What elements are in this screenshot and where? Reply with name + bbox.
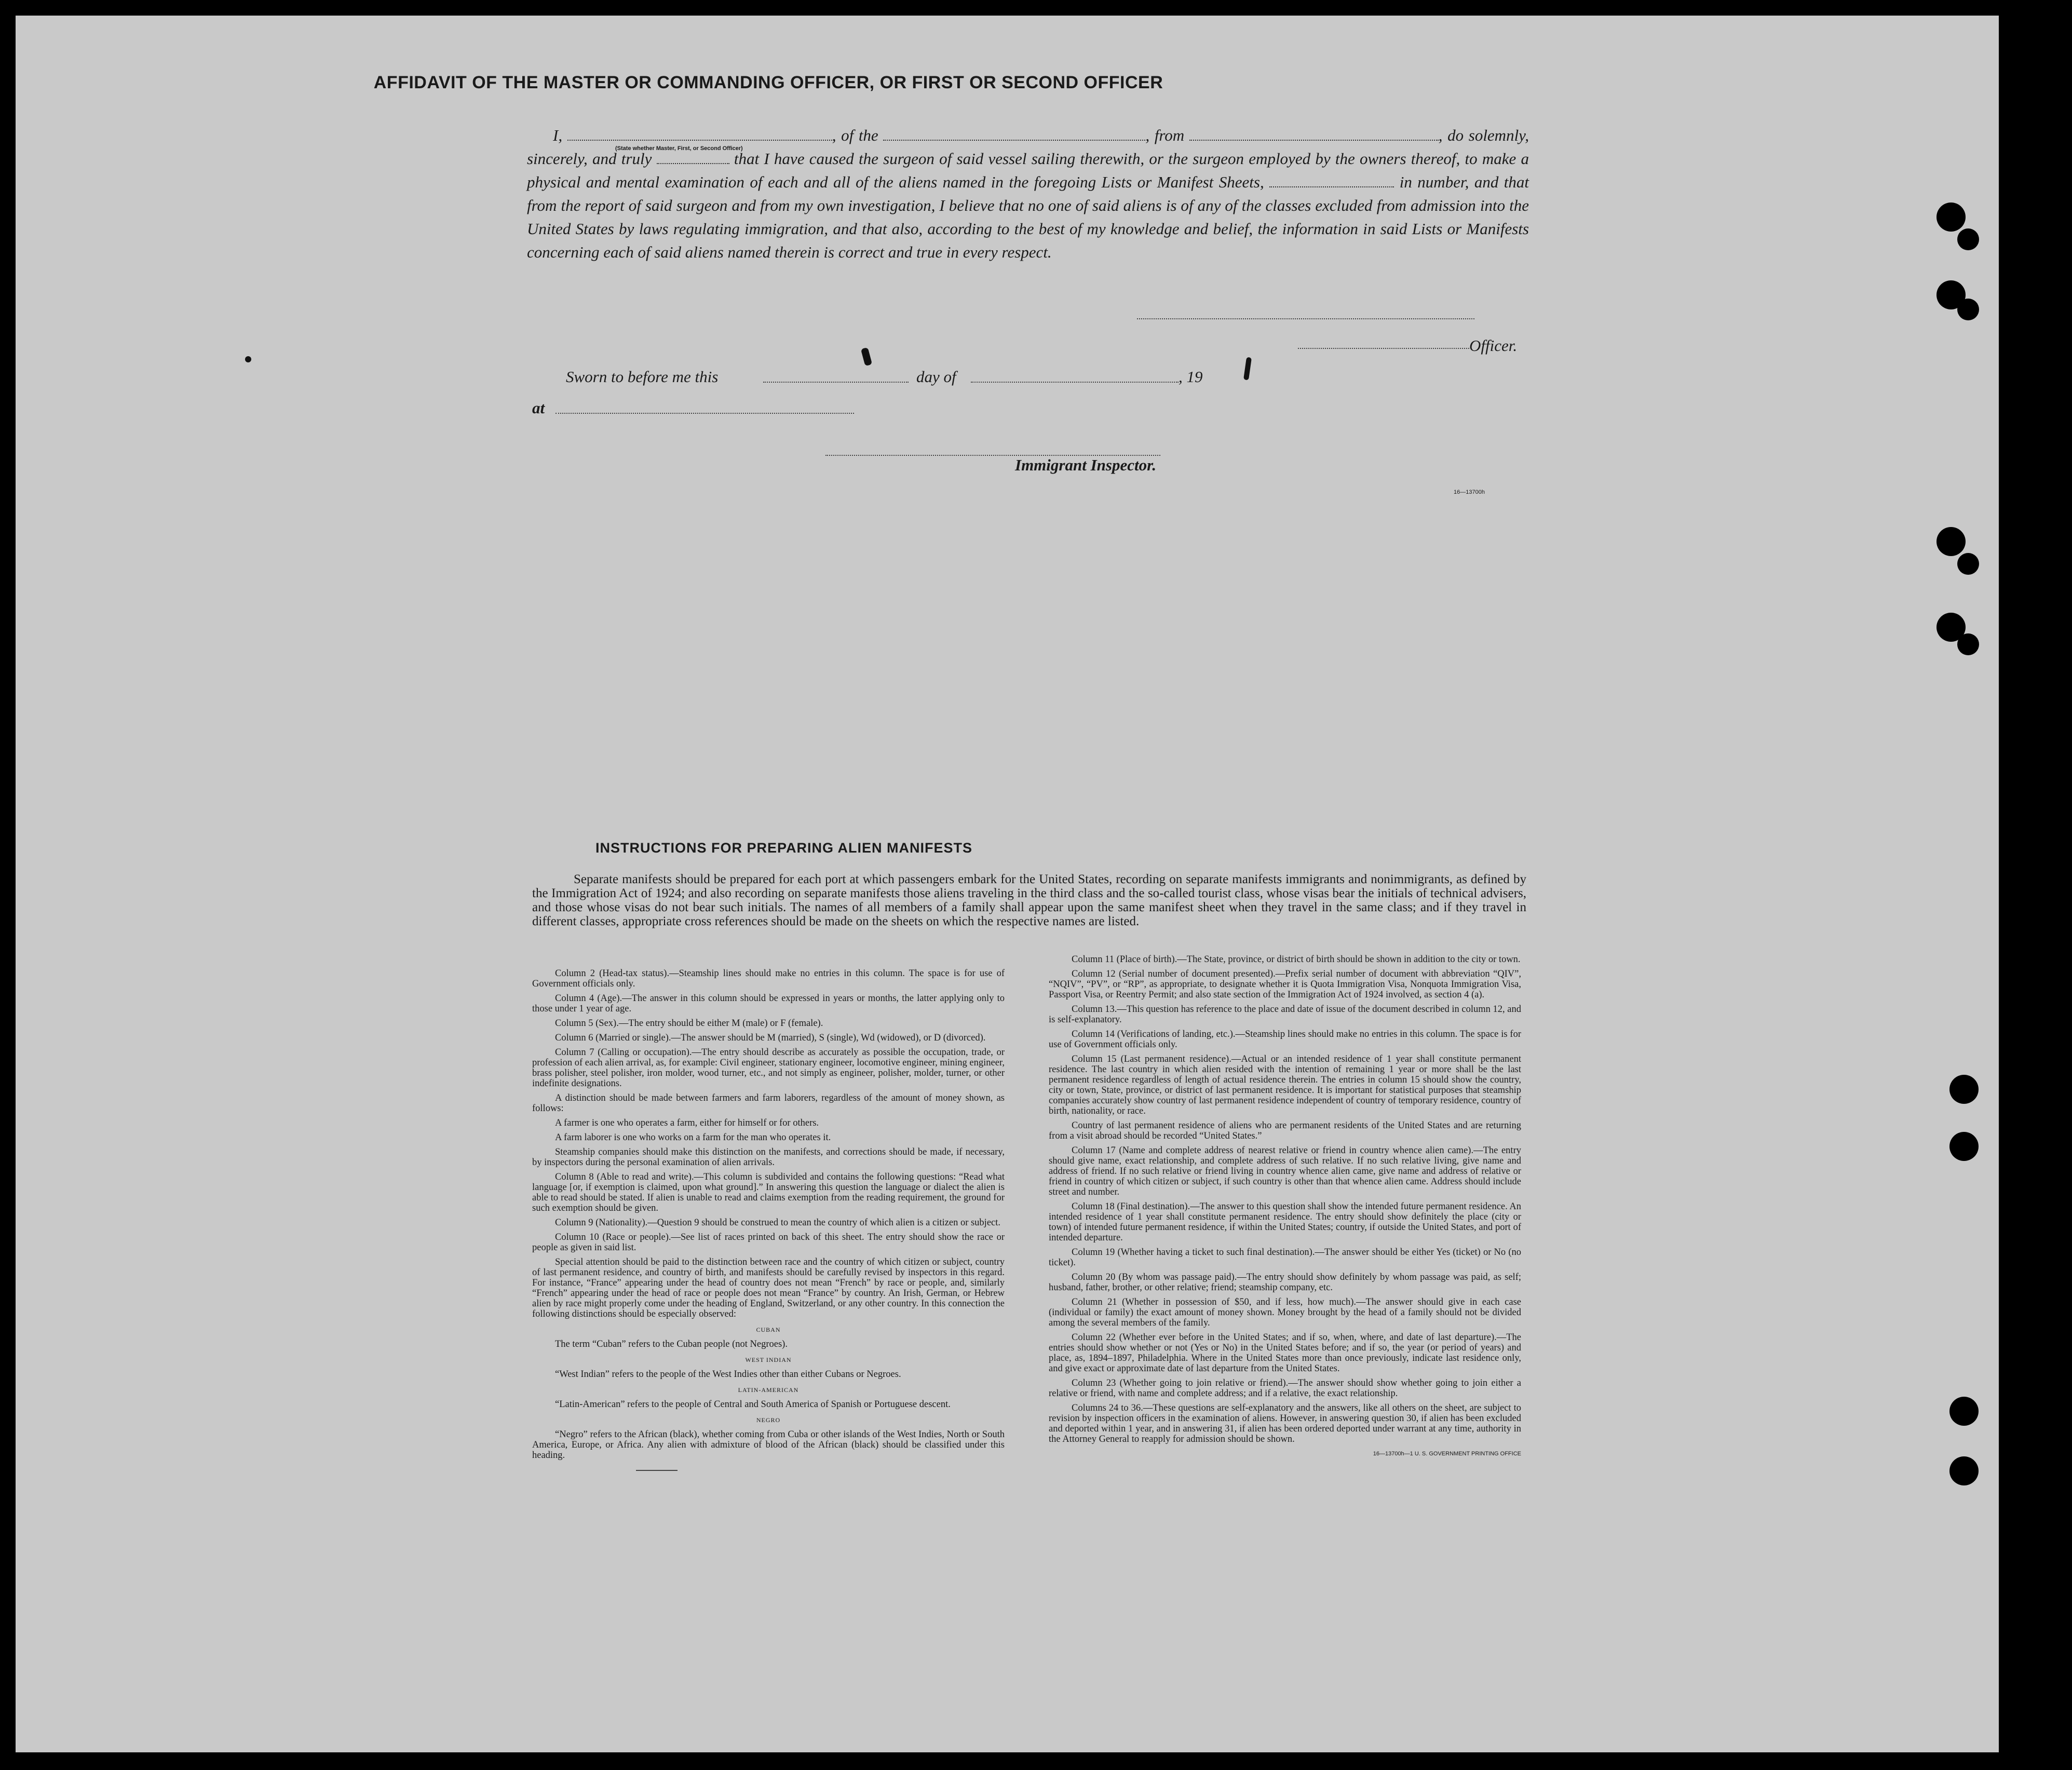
binding-hole [1957,633,1979,655]
west-indian-definition: “West Indian” refers to the people of the West Indies other than either Cubans or Negroes. [555,1369,901,1380]
instruction-paragraph: Column 7 (Calling or occupation).—The entry should describe as accurately as possible the occupation, trade, or profession of each alien arrival, as, for example: Civil engineer, stationary engineer, locomotive engineer, mining engineer, brass polisher, steel polisher, iron molder, wood turner, etc., and not simply as engineer, polisher, molder, turner, or other indefinite designations. [532,1047,1005,1089]
instruction-paragraph: A farm laborer is one who works on a farm for the man who operates it. [555,1132,831,1143]
at-label: at [532,399,545,417]
from-port-field[interactable] [1189,140,1439,141]
ink-dot [245,356,251,362]
instruction-paragraph: Column 4 (Age).—The answer in this column should be expressed in years or months, the latter applying only to those under 1 year of age. [532,993,1005,1014]
instruction-paragraph: Column 19 (Whether having a ticket to such final destination).—The answer should be either Yes (ticket) or No (no ticket). [1049,1247,1521,1268]
oath-field[interactable] [657,163,729,164]
instruction-paragraph: Column 11 (Place of birth).—The State, province, or district of birth should be shown in addition to the city or town. [1072,954,1521,965]
affidavit-i: I, [553,126,563,144]
heading-west-indian: WEST INDIAN [745,1356,792,1363]
heading-negro: NEGRO [756,1416,781,1424]
instructions-intro: Separate manifests should be prepared for each port at which passengers embark for the United States, recording on separate manifests immigrants and nonimmigrants, as defined by the Immigration Act of 1924; and also recording on separate manifests those aliens traveling in the third class and the so-called tourist class, whose visas bear the initials of technical advisers, and those whose visas do not bear such initials. The names of all members of a family shall appear upon the same manifest sheet when they travel in the same class; and if they travel in different classes, appropriate cross references should be made on the sheets on which the respective names are listed. [532,872,1526,928]
year-label: , 19 [1179,368,1203,386]
instruction-paragraph: Column 6 (Married or single).—The answer should be M (married), S (single), Wd (widowed), or D (divorced). [555,1033,986,1043]
inspector-label: Immigrant Inspector. [1015,456,1157,474]
instruction-paragraph: Column 14 (Verifications of landing, etc.).—Steamship lines should make no entries in this column. The space is for use of Government officials only. [1049,1029,1521,1050]
instruction-paragraph: Steamship companies should make this distinction on the manifests, and corrections should be made, if necessary, by inspectors during the personal examination of alien arrivals. [532,1147,1005,1168]
affidavit-rest: in number, and that from the report of said surgeon and from my own investigation, I believe that no one of said aliens is of any of the classes excluded from admission into the United States by laws regulating immigration, and that also, according to the best of my knowledge and belief, the information in said Lists or Manifests concerning each of said aliens named therein is correct and true in every respect. [527,173,1529,261]
officer-rank-field[interactable] [567,140,832,141]
cuban-definition: The term “Cuban” refers to the Cuban people (not Negroes). [555,1339,788,1349]
sworn-day-field[interactable] [763,382,909,383]
form-number: 16—13700h [1454,489,1485,495]
instruction-paragraph: Column 8 (Able to read and write).—This column is subdivided and contains the following questions: “Read what language [or, if exemption is claimed, upon what ground].” In answering this question the language or dialect the alien is able to read should be stated. If alien is unable to read and claims exemption from the reading requirement, the ground for such exemption should be given. [532,1172,1005,1213]
day-of-label: day of [916,368,956,386]
instruction-paragraph: Column 12 (Serial number of document presented).—Prefix serial number of document with abbreviation “QIV”, “NQIV”, “PV”, or “RP”, as appropriate, to designate whether it is Quota Immigration Visa, Nonquota Immigration Visa, Passport Visa, or Reentry Permit; and also state section of the Immigration Act of 1924 involved, as section 4 (a). [1049,969,1521,1000]
binding-hole [1949,1397,1979,1426]
sworn-month-field[interactable] [971,382,1179,383]
printing-office-footer: 16—13700h—1 U. S. GOVERNMENT PRINTING OFFICE [1373,1451,1521,1457]
binding-hole [1957,228,1979,250]
instruction-paragraph: A farmer is one who operates a farm, either for himself or for others. [555,1118,819,1128]
binding-hole [1936,202,1966,232]
binding-hole [1949,1075,1979,1104]
ink-mark [1243,357,1252,381]
affidavit-do: , do [1438,126,1464,144]
heading-cuban: CUBAN [756,1326,781,1333]
instruction-paragraph: Column 15 (Last permanent residence).—Actual or an intended residence of 1 year shall constitute permanent residence. The last country in which alien resided with the intention of remaining 1 year or more shall be the last permanent residence regardless of length of actual residence therein. The entries in column 15 should show the country, city or town, State, province, or district of last permanent residence. It is important for statistical purposes that steamship companies accurately show country of last permanent residence independent of country of temporary residence, country of birth, nationality, or race. [1049,1054,1521,1116]
instruction-paragraph: A distinction should be made between farmers and farm laborers, regardless of the amount of money shown, as follows: [532,1093,1005,1114]
binding-hole [1957,299,1979,320]
instruction-paragraph: Column 17 (Name and complete address of nearest relative or friend in country whence alien came).—The entry should give name, exact relationship, and complete address of such relative. If no such relative living, give name and address of friend. If no such relative or friend living in country whence alien came, give name and address of relative or friend in country of which citizen or subject, if such country is other than that whence alien came. Address should include street and number. [1049,1145,1521,1197]
negro-definition: “Negro” refers to the African (black), whether coming from Cuba or other islands of the West Indies, North or South America, Europe, or Africa. Any alien with admixture of blood of the African (black) should be classified under this heading. [532,1429,1005,1461]
vessel-name-field[interactable] [883,140,1145,141]
signature-line-2[interactable] [1298,348,1469,349]
latin-american-definition: “Latin-American” refers to the people of Central and South America of Spanish or Portuguese descent. [555,1399,951,1410]
affidavit-solemnly: solemnly, sincerely, and truly [527,126,1529,168]
instruction-paragraph: Column 9 (Nationality).—Question 9 should be construed to mean the country of which alien is a citizen or subject. [555,1218,1001,1228]
signature-line-1[interactable] [1137,318,1474,319]
binding-hole [1957,553,1979,575]
sworn-label: Sworn to before me this [566,368,719,386]
instruction-paragraph: Column 21 (Whether in possession of $50, and if less, how much).—The answer should give in each case (individual or family) the exact amount of money shown. Money brought by the head of a family should not be divided among the several members of the family. [1049,1297,1521,1328]
instructions-title: INSTRUCTIONS FOR PREPARING ALIEN MANIFESTS [595,840,973,856]
instruction-paragraph: Country of last permanent residence of aliens who are permanent residents of the United States and are returning from a visit abroad should be recorded “United States.” [1049,1120,1521,1141]
instructions-left-column [532,968,1005,1471]
sworn-place-field[interactable] [556,413,854,414]
affidavit-caused: that I have caused the surgeon of said vessel sailing therewith, or the surgeon employed by the owners thereof, to make a physical and mental examination of each and all of the aliens named in the foregoing Lists or Manifest Sheets, [527,150,1529,191]
affidavit-body [527,124,1529,264]
instructions-right-column [1049,954,1521,1463]
binding-hole [1936,527,1966,556]
instruction-paragraph: Column 10 (Race or people).—See list of races printed on back of this sheet. The entry should show the race or people as given in said list. [532,1232,1005,1253]
instruction-paragraph: Column 22 (Whether ever before in the United States; and if so, when, where, and date of last departure).—The entries should show whether or not (Yes or No) in the United States before; and if so, the year (or period of years) and place, as, 1894–1897, Philadelphia. Where in the United States more than once previously, indicate last residence only, and give exact or approximate date of last departure from the United States. [1049,1332,1521,1374]
manifest-sheet [16,16,1999,1752]
ink-mark [861,347,872,366]
sheet-count-field[interactable] [1269,186,1394,187]
officer-rank-note: (State whether Master, First, or Second Officer) [615,145,743,152]
instruction-paragraph: Column 23 (Whether going to join relative or friend).—The answer should show whether going to join either a relative or friend, with name and complete address; and if a relative, the exact relationship. [1049,1378,1521,1399]
instruction-paragraph: Columns 24 to 36.—These questions are self-explanatory and the answers, like all others on the sheet, are subject to revision by inspection officers in the examination of aliens. However, in answering question 30, if alien has been excluded and deported within 1 year, and in answering 31, if alien has been ordered deported under warrant at any time, authority in the Attorney General to reapply for admission should be shown. [1049,1403,1521,1444]
instruction-paragraph: Column 2 (Head-tax status).—Steamship lines should make no entries in this column. The space is for use of Government officials only. [532,968,1005,989]
binding-hole [1949,1456,1979,1485]
instruction-paragraph: Column 5 (Sex).—The entry should be either M (male) or F (female). [555,1018,823,1029]
instruction-paragraph: Column 13.—This question has reference to the place and date of issue of the document described in column 12, and is self-explanatory. [1049,1004,1521,1025]
end-rule [636,1470,678,1471]
affidavit-from: , from [1145,126,1185,144]
instruction-paragraph: Column 20 (By whom was passage paid).—The entry should show definitely by whom passage was paid, as self; husband, father, brother, or other relative; friend; steamship company, etc. [1049,1272,1521,1293]
officer-label: Officer. [1469,336,1518,355]
instruction-paragraph: Special attention should be paid to the distinction between race and the country of which citizen or subject, country of last permanent residence, and country of birth, and manifests should be carefully revised by inspectors in this regard. For instance, “France” appearing under the head of country does not mean “French” by race or people, and, similarly “French” appearing under the head of race or people does not mean “France” by country. An Irish, German, or Hebrew alien by race might properly come under the heading of England, Switzerland, or any other country. In this connection the following distinctions should be especially observed: [532,1257,1005,1319]
binding-hole [1949,1132,1979,1161]
heading-latin-american: LATIN-AMERICAN [738,1386,799,1394]
affidavit-of-the: , of the [832,126,878,144]
instruction-paragraph: Column 18 (Final destination).—The answer to this question shall show the intended future permanent residence. An intended residence of 1 year shall constitute permanent residence. The entry should show definitely the place (city or town) of intended future permanent residence, if within the United States; country, if outside the United States, and port of intended departure. [1049,1201,1521,1243]
affidavit-title: AFFIDAVIT OF THE MASTER OR COMMANDING OFFICER, OR FIRST OR SECOND OFFICER [373,73,1163,92]
